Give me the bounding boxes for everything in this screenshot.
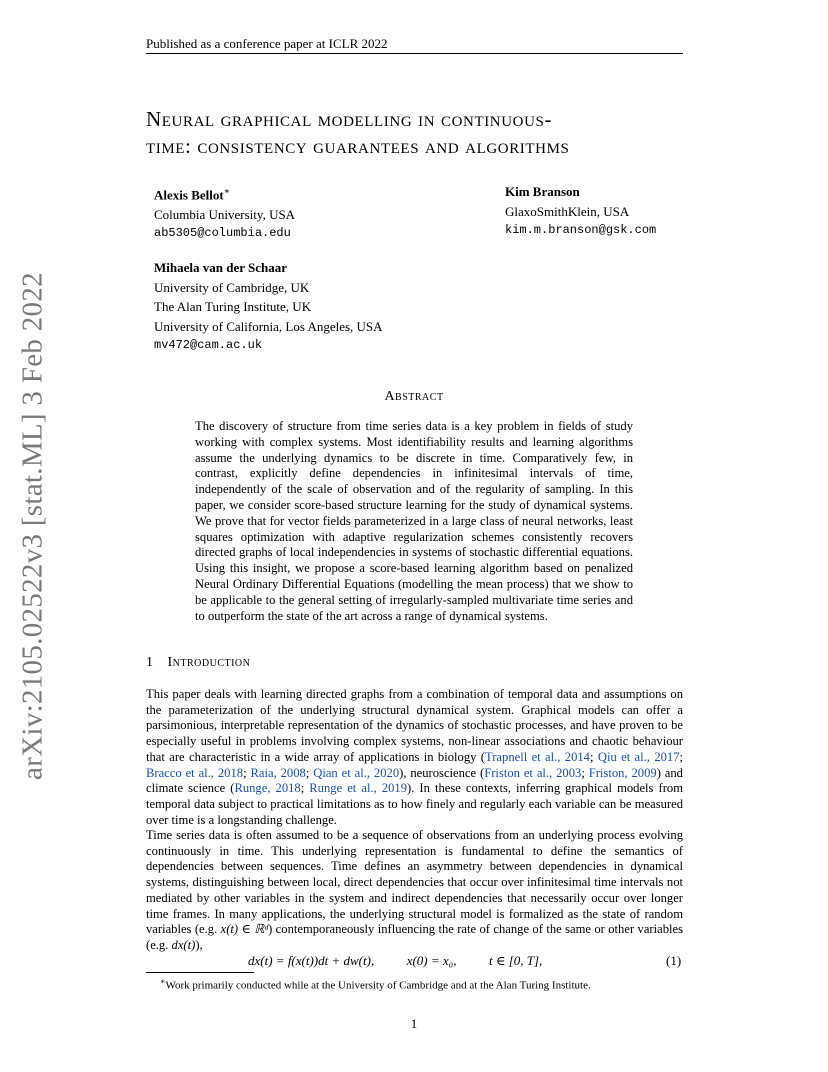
abstract-heading: Abstract xyxy=(384,389,444,404)
paragraph-text: ; xyxy=(300,781,310,796)
header-rule xyxy=(146,53,683,54)
author-name: Kim Branson xyxy=(505,184,580,199)
paragraph-text: ). In these contexts, inferring graphical models from temporal data subject to practical limitations as to how finely and regularly each variable can be measured over time is a longstanding challenge. xyxy=(146,781,683,827)
equation-number: (1) xyxy=(666,953,682,968)
author-name: Mihaela van der Schaar xyxy=(154,260,288,275)
equation-domain: t ∈ [0, T], xyxy=(488,953,543,968)
equation-sde: dx(t) = f(x(t))dt + dw(t), xyxy=(248,953,375,968)
citation-link[interactable]: Qiu et al., 2017 xyxy=(597,749,680,764)
paragraph-text: This paper deals with learning directed graphs from a combination of temporal data and assumptions on the parameterization of the underlying structural dynamical system. Graphical models can offer a parsimonious, interpretable representation of the dynamics of stochastic processes, and have proven to be especially useful in problems involving complex systems, non-linear associations and chaotic behaviour that are characteristic in a wide array of applications in biology ( xyxy=(146,687,683,764)
paragraph-text: ) contemporaneously influencing the rate of change of the same or other variables (e.g. xyxy=(146,922,683,952)
title-line-2: time: consistency guarantees and algorithms xyxy=(146,134,570,158)
citation-link[interactable]: Qian et al., 2020 xyxy=(313,765,400,780)
equation-initial-condition: x(0) = x₀, xyxy=(406,953,457,968)
equation-1 xyxy=(248,953,542,969)
paragraph-text: Time series data is often assumed to be a sequence of observations from an underlying process evolving continuously in time. This underlying representation is fundamental to define the semantics of dependencies between sequences. Time defines an asymmetry between dependencies in dynamical systems, distinguishing between local, direct dependencies that occur over infinitesimal time intervals not mediated by other variables in the system and indirect dependencies that necessarily occur over longer time frames. In many applications, the underlying structural model is formalized as the state of random variables (e.g. xyxy=(146,828,683,937)
citation-link[interactable]: Bracco et al., 2018 xyxy=(146,765,244,780)
paragraph-text: ), xyxy=(195,937,203,952)
inline-math: dx(t) xyxy=(171,937,196,952)
author-email[interactable]: kim.m.branson@gsk.com xyxy=(505,223,657,237)
paragraph-text: ; xyxy=(305,765,314,780)
author-affiliation: University of Cambridge, UK xyxy=(154,279,310,295)
footnote xyxy=(160,977,591,992)
arxiv-stamp-text: arXiv:2105.02522v3 [stat.ML] 3 Feb 2022 xyxy=(16,272,49,780)
author-footnote-mark: ∗ xyxy=(223,186,230,196)
paragraph-text: ; xyxy=(243,765,251,780)
author-email[interactable]: mv472@cam.ac.uk xyxy=(154,338,263,352)
footnote-mark: ∗ xyxy=(160,977,166,986)
paragraph-text: ; xyxy=(679,749,684,764)
author-block-3 xyxy=(154,258,383,356)
author-affiliation: The Alan Turing Institute, UK xyxy=(154,299,312,314)
footnote-text: Work primarily conducted while at the University of Cambridge and at the Alan Turing Institute. xyxy=(165,979,591,992)
author-affiliation: Columbia University, USA xyxy=(154,206,296,222)
author-name: Alexis Bellot xyxy=(154,187,224,203)
title-line-1: Neural graphical modelling in continuous- xyxy=(146,107,553,131)
paper-title xyxy=(146,106,706,160)
citation-link[interactable]: Trapnell et al., 2014 xyxy=(484,749,590,764)
section-number: 1 xyxy=(146,655,154,670)
paragraph-text: ; xyxy=(589,749,598,764)
author-affiliation: University of California, Los Angeles, USA xyxy=(154,318,383,334)
inline-math: x(t) ∈ ℝᵈ xyxy=(220,922,269,937)
intro-paragraph-1 xyxy=(146,687,683,828)
abstract-text: The discovery of structure from time series data is a key problem in fields of study working with complex systems. Most identifiability results and learning algorithms assume the underlying dynamics to be discrete in time. Comparatively few, in contrast, explicitly define dependencies in infinitesimal intervals of time, independently of the scale of observation and of the regularity of sampling. In this paper, we consider score-based structure learning for the study of dynamical systems. We prove that for vector fields parameterized in a large class of neural networks, least squares optimization with adaptive regularization schemes consistently recovers directed graphs of local independencies in systems of stochastic differential equations. Using this insight, we propose a score-based learning algorithm based on penalized Neural Ordinary Differential Equations (modelling the mean process) that we show to be applicable to the general setting of irregularly-sampled multivariate time series and to outperform the state of the art across a range of dynamical systems. xyxy=(195,419,633,623)
citation-link[interactable]: Runge, 2018 xyxy=(234,781,301,796)
author-affiliation: GlaxoSmithKlein, USA xyxy=(505,203,630,219)
citation-link[interactable]: Runge et al., 2019 xyxy=(309,781,407,796)
author-email[interactable]: ab5305@columbia.edu xyxy=(154,226,291,241)
citation-link[interactable]: Raia, 2008 xyxy=(250,765,306,780)
page-number: 1 xyxy=(410,1016,418,1031)
arxiv-stamp xyxy=(8,272,58,780)
author-block-1 xyxy=(154,182,295,244)
citation-link[interactable]: Friston et al., 2003 xyxy=(484,765,582,780)
paragraph-text: ) and climate science ( xyxy=(146,765,683,796)
section-heading xyxy=(146,655,250,671)
paragraph-text: ), neuroscience ( xyxy=(399,765,485,780)
intro-paragraph-2 xyxy=(146,828,683,954)
citation-link[interactable]: Friston, 2009 xyxy=(588,765,657,780)
paragraph-text: ; xyxy=(581,765,589,780)
author-block-2 xyxy=(505,182,656,241)
footnote-rule xyxy=(146,972,254,973)
section-title: Introduction xyxy=(167,655,251,670)
running-header: Published as a conference paper at ICLR 2022 xyxy=(146,36,388,51)
